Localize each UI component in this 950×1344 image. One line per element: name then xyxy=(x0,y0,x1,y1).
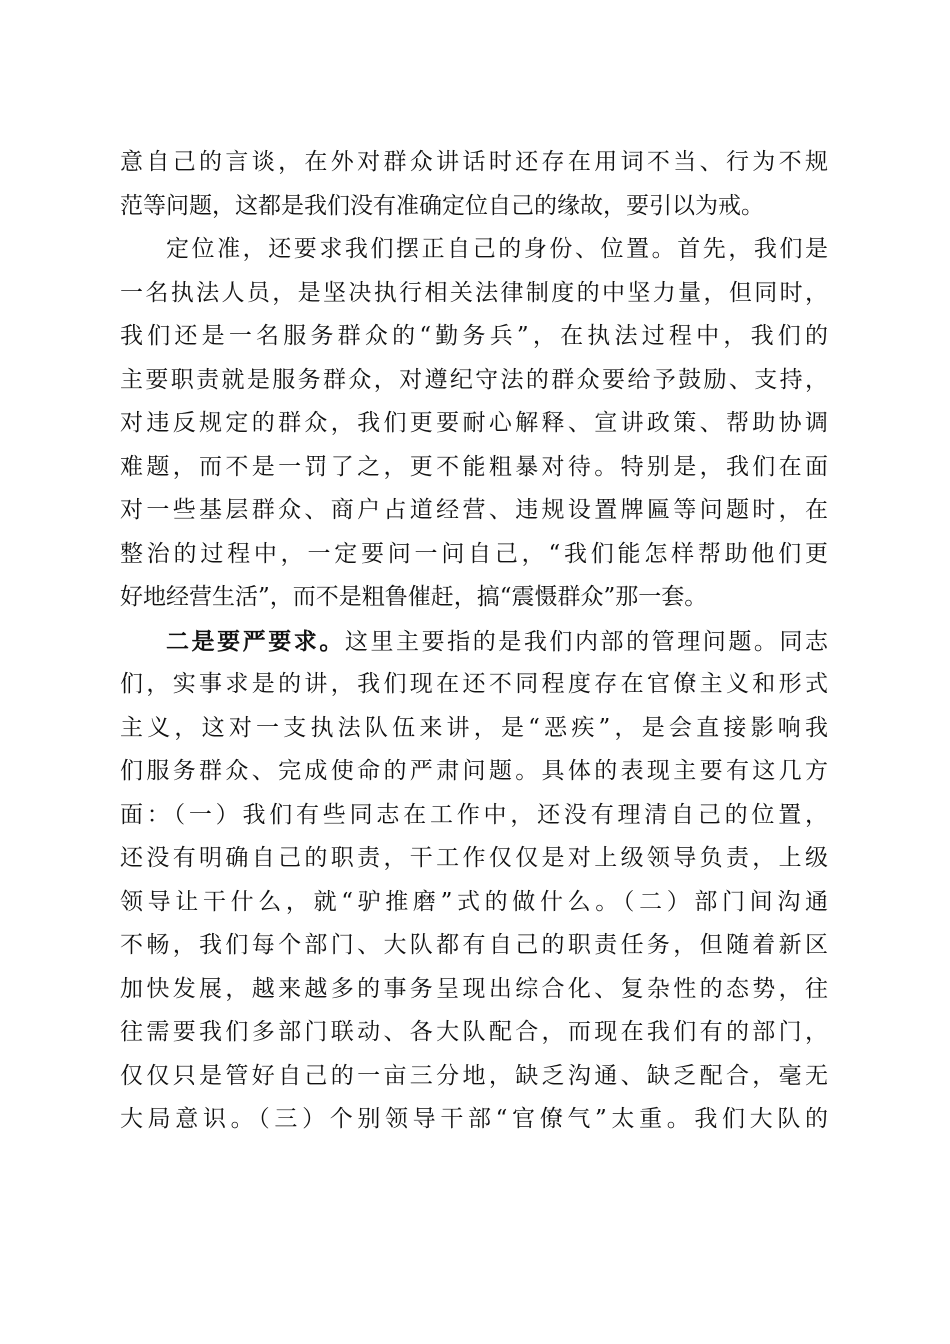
text-line: 难题，而不是一罚了之，更不能粗暴对待。特别是，我们在面 xyxy=(120,453,828,480)
text-line: 们，实事求是的讲，我们现在还不同程度存在官僚主义和形式 xyxy=(120,671,828,697)
text-line: 我们还是一名服务群众的“勤务兵”，在执法过程中，我们的 xyxy=(120,323,828,349)
text-line: 加快发展，越来越多的事务呈现出综合化、复杂性的态势，往 xyxy=(120,975,828,1002)
text-line: 好地经营生活”，而不是粗鲁催赶，搞“震慑群众”那一套。 xyxy=(120,584,708,610)
text-line xyxy=(120,620,828,664)
text-line: 大局意识。（三）个别领导干部“官僚气”太重。我们大队的 xyxy=(120,1106,828,1132)
text-line: 定位准，还要求我们摆正自己的身份、位置。首先，我们是 xyxy=(166,236,828,262)
text-line: 对违反规定的群众，我们更要耐心解释、宣讲政策、帮助协调 xyxy=(120,410,828,436)
text-line: 不畅，我们每个部门、大队都有自己的职责任务，但随着新区 xyxy=(120,932,828,958)
text-line: 仅仅只是管好自己的一亩三分地，缺乏沟通、缺乏配合，毫无 xyxy=(120,1062,828,1089)
text-line: 主义，这对一支执法队伍来讲，是“恶疾”，是会直接影响我 xyxy=(120,714,828,741)
text-line: 主要职责就是服务群众，对遵纪守法的群众要给予鼓励、支持， xyxy=(120,366,828,393)
text-line: 对一些基层群众、商户占道经营、违规设置牌匾等问题时，在 xyxy=(120,497,828,523)
heading-line-rest: 这里主要指的是我们内部的管理问题。同志 xyxy=(344,628,828,655)
text-line: 面：（一）我们有些同志在工作中，还没有理清自己的位置， xyxy=(120,801,828,828)
text-line: 领导让干什么，就“驴推磨”式的做什么。（二）部门间沟通 xyxy=(120,888,828,915)
paragraph-3 xyxy=(120,620,828,1142)
text-line: 往需要我们多部门联动、各大队配合，而现在我们有的部门， xyxy=(120,1019,828,1045)
text-line: 还没有明确自己的职责，干工作仅仅是对上级领导负责，上级 xyxy=(120,845,828,871)
paragraph-2 xyxy=(120,228,828,620)
text-line: 整治的过程中，一定要问一问自己，“我们能怎样帮助他们更 xyxy=(120,540,828,567)
text-line: 范等问题，这都是我们没有准确定位自己的缘故，要引以为戒。 xyxy=(120,192,764,219)
text-line: 一名执法人员，是坚决执行相关法律制度的中坚力量，但同时， xyxy=(120,279,828,306)
section-heading: 二是要严要求。 xyxy=(166,627,345,655)
text-line: 意自己的言谈，在外对群众讲话时还存在用词不当、行为不规 xyxy=(120,149,828,175)
body-text xyxy=(120,141,828,1142)
paragraph-1 xyxy=(120,141,828,228)
text-line: 们服务群众、完成使命的严肃问题。具体的表现主要有这几方 xyxy=(120,758,828,784)
